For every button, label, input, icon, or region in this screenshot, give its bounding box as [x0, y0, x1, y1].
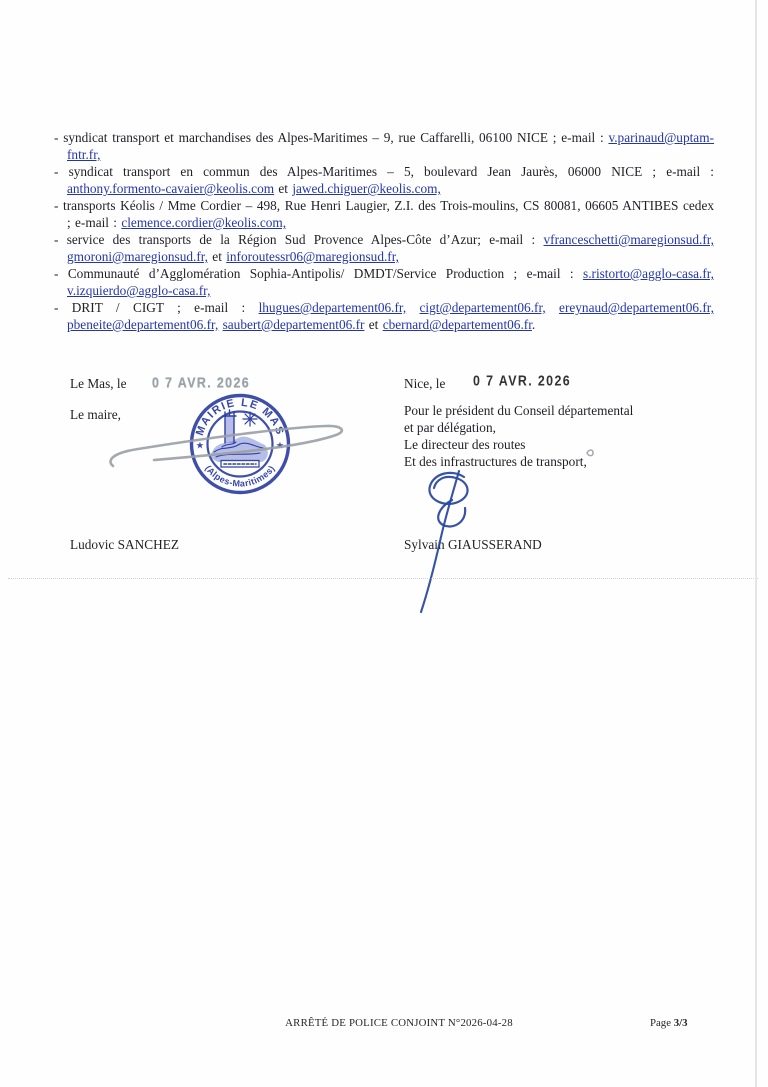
- email-link[interactable]: clemence.cordier@keolis.com,: [121, 215, 287, 230]
- contact-text: DRIT / CIGT ; e-mail :: [71, 300, 259, 315]
- stamp-star-left-icon: ★: [196, 441, 204, 450]
- contact-item: - Communauté d’Agglomération Sophia-Antipolis/ DMDT/Service Production ; e-mail : s.ristorto@agglo-casa.fr, v.izquierdo@agglo-casa.fr,: [54, 266, 714, 298]
- contacts-list: [54, 129, 714, 333]
- contact-text: .: [531, 317, 536, 332]
- contact-item: - service des transports de la Région Sud Provence Alpes-Côte d’Azur; e-mail : vfranceschetti@maregionsud.fr, gmoroni@maregionsud.fr, et inforoutessr06@maregionsud.fr,: [54, 232, 714, 264]
- email-link[interactable]: vfranceschetti@maregionsud.fr,: [543, 232, 714, 247]
- stamp-top-text: MAIRIE LE MAS: [193, 396, 287, 438]
- delegation-line: et par délégation,: [404, 420, 496, 435]
- left-role-label: Le maire,: [70, 407, 121, 422]
- stamp-star-right-icon: ★: [276, 441, 284, 450]
- footer-title: ARRÊTÉ DE POLICE CONJOINT N°2026-04-28: [285, 1017, 513, 1029]
- contact-text: Communauté d’Agglomération Sophia-Antipolis/ DMDT/Service Production ; e-mail :: [67, 266, 584, 281]
- email-link[interactable]: lhugues@departement06.fr,: [258, 300, 407, 315]
- contact-text: et: [274, 181, 293, 196]
- email-link[interactable]: pbeneite@departement06.fr,: [67, 317, 219, 332]
- contact-item: - DRIT / CIGT ; e-mail : lhugues@departement06.fr, cigt@departement06.fr, ereynaud@departement06.fr, pbeneite@departement06.fr, saubert@departement06.fr et cbernard@departement06.fr.: [54, 300, 714, 332]
- email-link[interactable]: cbernard@departement06.fr: [382, 317, 532, 332]
- contact-item: - syndicat transport en commun des Alpes-Maritimes – 5, boulevard Jean Jaurès, 06000 NICE ; e-mail : anthony.formento-cavaier@keolis.com et jawed.chiguer@keolis.com,: [54, 164, 714, 196]
- left-date-stamp: 0 7 AVR. 2026: [152, 374, 251, 391]
- email-link[interactable]: gmoroni@maregionsud.fr,: [67, 249, 208, 264]
- email-link[interactable]: v.parinaud@uptam-fntr.fr,: [67, 130, 714, 162]
- contact-text: syndicat transport en commun des Alpes-Maritimes – 5, boulevard Jean Jaurès, 06000 NICE ; e-mail :: [68, 164, 714, 179]
- contact-text: syndicat transport et marchandises des Alpes-Maritimes – 9, rue Caffarelli, 06100 NICE ; e-mail :: [63, 130, 609, 145]
- contact-item: - transports Kéolis / Mme Cordier – 498, Rue Henri Laugier, Z.I. des Trois-moulins, CS 80081, 06605 ANTIBES cedex ; e-mail : clemence.cordier@keolis.com,: [54, 198, 714, 230]
- contact-item: - syndicat transport et marchandises des Alpes-Maritimes – 9, rue Caffarelli, 06100 NICE ; e-mail : v.parinaud@uptam-fntr.fr,: [54, 130, 714, 162]
- left-place-date-label: Le Mas, le: [70, 376, 127, 391]
- left-signer-name: Ludovic SANCHEZ: [70, 537, 179, 552]
- email-link[interactable]: ereynaud@departement06.fr,: [559, 300, 714, 315]
- contact-text: et: [207, 249, 227, 264]
- delegation-line: Pour le président du Conseil départemental: [404, 403, 634, 418]
- contact-text: service des transports de la Région Sud Provence Alpes-Côte d’Azur; e-mail :: [66, 232, 544, 247]
- stamp-emblem-icon: [211, 410, 268, 467]
- delegation-block: [404, 402, 633, 470]
- footer-page-number: [650, 1017, 687, 1029]
- contact-text: et: [364, 317, 383, 332]
- svg-text:(Alpes-Maritimes): [203, 463, 277, 488]
- email-link[interactable]: anthony.formento-cavaier@keolis.com: [67, 181, 275, 196]
- delegation-line: Le directeur des routes: [404, 437, 526, 452]
- svg-text:MAIRIE LE MAS: [194, 397, 286, 438]
- scan-artifact-vertical-line: [755, 0, 757, 1087]
- email-link[interactable]: s.ristorto@agglo-casa.fr,: [583, 266, 714, 281]
- email-link[interactable]: jawed.chiguer@keolis.com,: [292, 181, 441, 196]
- scan-artifact-dotted-line: [8, 578, 758, 579]
- delegation-line: Et des infrastructures de transport,: [404, 454, 587, 469]
- email-link[interactable]: cigt@departement06.fr,: [419, 300, 546, 315]
- contact-text: [546, 300, 559, 315]
- right-signer-name: Sylvain GIAUSSERAND: [404, 537, 542, 552]
- footer-page-label: Page: [650, 1017, 674, 1029]
- email-link[interactable]: inforoutessr06@maregionsud.fr,: [226, 249, 399, 264]
- right-date-stamp: 0 7 AVR. 2026: [473, 372, 572, 389]
- footer-page-value: 3/3: [673, 1017, 688, 1029]
- email-link[interactable]: v.izquierdo@agglo-casa.fr,: [67, 283, 211, 298]
- email-link[interactable]: saubert@departement06.fr: [222, 317, 365, 332]
- contact-text: transports Kéolis / Mme Cordier – 498, Rue Henri Laugier, Z.I. des Trois-moulins, CS 80081, 06605 ANTIBES cedex ; e-mail :: [63, 198, 714, 230]
- contact-text: [406, 300, 419, 315]
- right-place-date-label: Nice, le: [404, 376, 446, 391]
- mairie-le-mas-stamp: [192, 396, 289, 493]
- stamp-bottom-text: (Alpes-Maritimes): [203, 463, 277, 489]
